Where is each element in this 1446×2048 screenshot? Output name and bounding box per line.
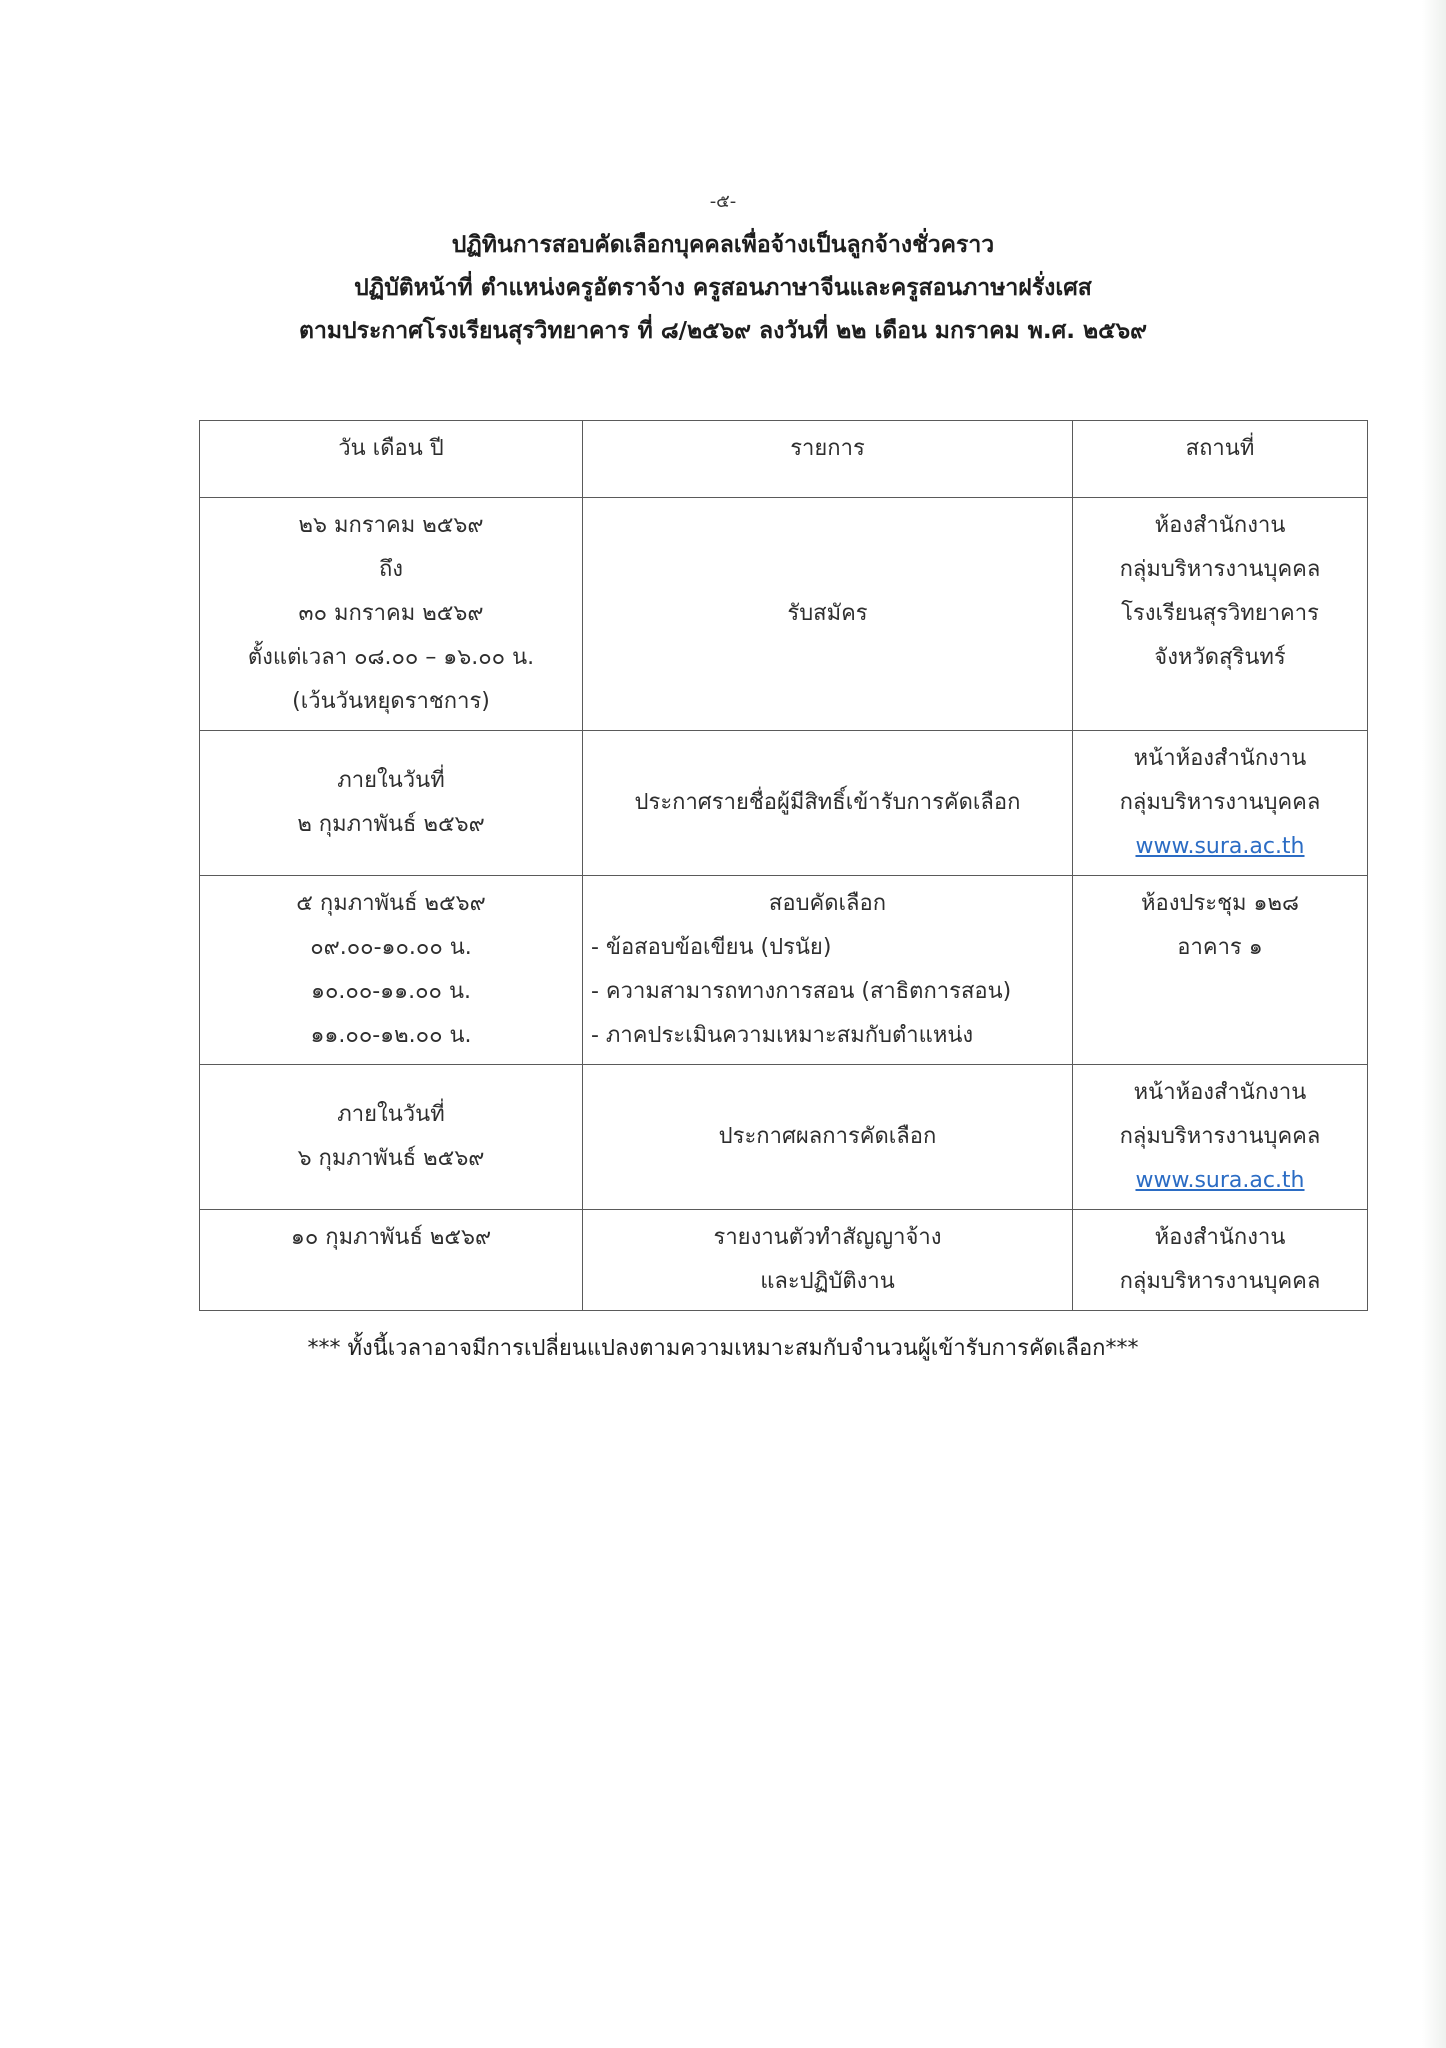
table-row (200, 1210, 1368, 1311)
place-line: หน้าห้องสำนักงาน (1133, 746, 1307, 771)
row-date-cell (200, 1210, 583, 1311)
item-line: - ความสามารถทางการสอน (สาธิตการสอน) (591, 979, 1012, 1004)
date-line: ๒๖ มกราคม ๒๕๖๙ (298, 513, 484, 538)
place-line: ห้องประชุม ๑๒๘ (1141, 891, 1299, 916)
place-line: กลุ่มบริหารงานบุคคล (1119, 557, 1321, 582)
date-line: ๓๐ มกราคม ๒๕๖๙ (298, 601, 484, 626)
heading-line-2: ปฏิบัติหน้าที่ ตำแหน่งครูอัตราจ้าง ครูสอนภาษาจีนและครูสอนภาษาฝรั่งเศส (354, 275, 1092, 301)
heading-line-1: ปฏิทินการสอบคัดเลือกบุคคลเพื่อจ้างเป็นลูกจ้างชั่วคราว (451, 232, 995, 258)
date-line: ๑๐.๐๐-๑๑.๐๐ น. (311, 979, 471, 1004)
scan-edge-shadow (1422, 0, 1446, 2048)
date-line: ๐๙.๐๐-๑๐.๐๐ น. (310, 935, 472, 960)
date-line: (เว้นวันหยุดราชการ) (292, 689, 490, 714)
date-line: ตั้งแต่เวลา ๐๘.๐๐ – ๑๖.๐๐ น. (247, 645, 535, 670)
row-place-cell (1073, 731, 1368, 876)
item-line: - ภาคประเมินความเหมาะสมกับตำแหน่ง (591, 1023, 974, 1048)
row-date-cell (200, 731, 583, 876)
place-line: กลุ่มบริหารงานบุคคล (1119, 790, 1321, 815)
row-date-cell (200, 1065, 583, 1210)
item-line: และปฏิบัติงาน (760, 1269, 895, 1294)
date-line: ถึง (378, 557, 404, 582)
item-line: รายงานตัวทำสัญญาจ้าง (713, 1225, 942, 1250)
row-place-cell (1073, 1210, 1368, 1311)
place-line: หน้าห้องสำนักงาน (1133, 1080, 1307, 1105)
table-header-row (200, 421, 1368, 498)
website-link[interactable]: www.sura.ac.th (1135, 834, 1305, 859)
place-line: กลุ่มบริหารงานบุคคล (1119, 1269, 1321, 1294)
row-item-cell (583, 731, 1073, 876)
item-title: สอบคัดเลือก (768, 891, 887, 916)
row-place-cell (1073, 498, 1368, 731)
document-heading (0, 224, 1446, 353)
place-line: ห้องสำนักงาน (1154, 1225, 1286, 1250)
website-link[interactable]: www.sura.ac.th (1135, 1168, 1305, 1193)
date-line: ๕ กุมภาพันธ์ ๒๕๖๙ (296, 891, 486, 916)
schedule-table (199, 420, 1368, 1311)
item-line: - ข้อสอบข้อเขียน (ปรนัย) (591, 935, 832, 960)
place-line: จังหวัดสุรินทร์ (1154, 645, 1286, 670)
header-date: วัน เดือน ปี (200, 421, 583, 498)
date-line: ๖ กุมภาพันธ์ ๒๕๖๙ (297, 1146, 485, 1171)
header-item: รายการ (583, 421, 1073, 498)
place-line: กลุ่มบริหารงานบุคคล (1119, 1124, 1321, 1149)
date-line: ๑๑.๐๐-๑๒.๐๐ น. (310, 1023, 472, 1048)
table-row (200, 876, 1368, 1065)
row-item-cell (583, 876, 1073, 1065)
date-line: ภายในวันที่ (337, 1102, 445, 1127)
heading-line-3: ตามประกาศโรงเรียนสุรวิทยาคาร ที่ ๘/๒๕๖๙ ลงวันที่ ๒๒ เดือน มกราคม พ.ศ. ๒๕๖๙ (299, 318, 1147, 344)
place-line: อาคาร ๑ (1177, 935, 1263, 960)
row-item-cell (583, 1065, 1073, 1210)
place-line: ห้องสำนักงาน (1154, 513, 1286, 538)
item-line: ประกาศรายชื่อผู้มีสิทธิ์เข้ารับการคัดเลือก (634, 790, 1021, 815)
row-item-cell (583, 498, 1073, 731)
row-item-cell (583, 1210, 1073, 1311)
date-line: ๒ กุมภาพันธ์ ๒๕๖๙ (297, 812, 485, 837)
footer-note: *** ทั้งนี้เวลาอาจมีการเปลี่ยนแปลงตามความเหมาะสมกับจำนวนผู้เข้ารับการคัดเลือก*** (307, 1336, 1139, 1361)
table-row (200, 1065, 1368, 1210)
table-row (200, 498, 1368, 731)
table-row (200, 731, 1368, 876)
place-line: โรงเรียนสุรวิทยาคาร (1121, 601, 1319, 626)
item-line: รับสมัคร (787, 601, 868, 626)
row-place-cell (1073, 1065, 1368, 1210)
item-line: ประกาศผลการคัดเลือก (718, 1124, 937, 1149)
page-number: -๕- (709, 191, 737, 212)
date-line: ภายในวันที่ (337, 768, 445, 793)
row-date-cell (200, 498, 583, 731)
row-place-cell (1073, 876, 1368, 1065)
date-line: ๑๐ กุมภาพันธ์ ๒๕๖๙ (290, 1225, 492, 1250)
row-date-cell (200, 876, 583, 1065)
header-place: สถานที่ (1073, 421, 1368, 498)
